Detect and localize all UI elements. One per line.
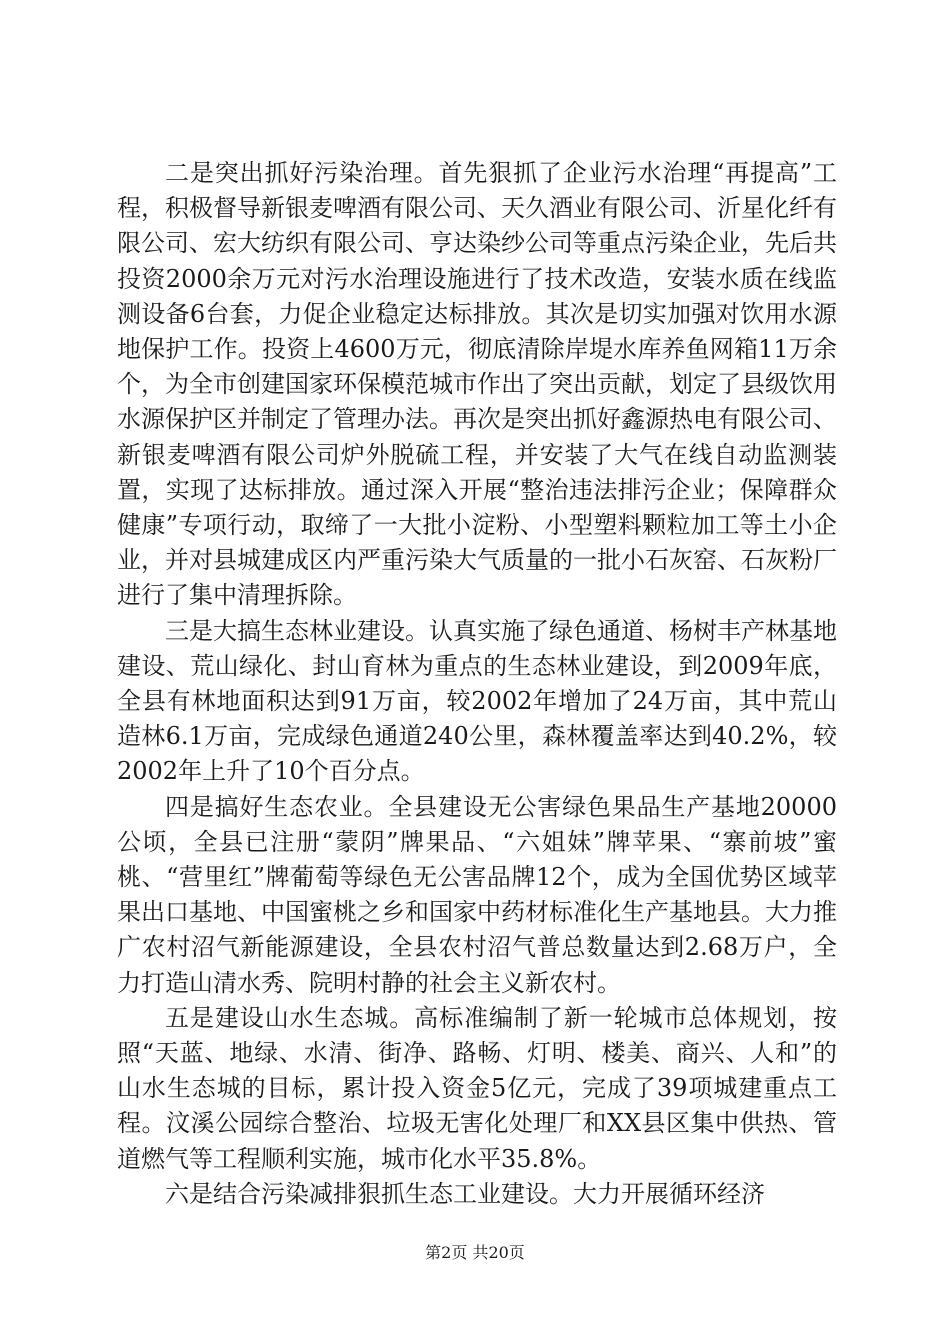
document-body (117, 156, 837, 1212)
paragraph-ecological-forestry: 三是大搞生态林业建设。认真实施了绿色通道、杨树丰产林基地建设、荒山绿化、封山育林为重点的生态林业建设，到2009年底，全县有林地面积达到91万亩，较2002年增加了24万亩，其中荒山造林6.1万亩，完成绿色通道240公里，森林覆盖率达到40.2%，较2002年上升了10个百分点。 (117, 616, 837, 786)
paragraph-eco-city: 五是建设山水生态城。高标准编制了新一轮城市总体规划，按照“天蓝、地绿、水清、街净、路畅、灯明、楼美、商兴、人和”的山水生态城的目标，累计投入资金5亿元，完成了39项城建重点工程。汶溪公园综合整治、垃圾无害化处理厂和XX县区集中供热、管道燃气等工程顺利实施，城市化水平35.8%。 (117, 1003, 837, 1173)
page-number-footer: 第2页 共20页 (425, 1243, 525, 1262)
paragraph-pollution-control: 二是突出抓好污染治理。首先狠抓了企业污水治理“再提高”工程，积极督导新银麦啤酒有限公司、天久酒业有限公司、沂星化纤有限公司、宏大纺织有限公司、亨达染纱公司等重点污染企业，先后共投资2000余万元对污水治理设施进行了技术改造，安装水质在线监测设备6台套，力促企业稳定达标排放。其次是切实加强对饮用水源地保护工作。投资上4600万元，彻底清除岸堤水库养鱼网箱11万余个，为全市创建国家环保模范城市作出了突出贡献，划定了县级饮用水源保护区并制定了管理办法。再次是突出抓好鑫源热电有限公司、新银麦啤酒有限公司炉外脱硫工程，并安装了大气在线自动监测装置，实现了达标排放。通过深入开展“整治违法排污企业；保障群众健康”专项行动，取缔了一大批小淀粉、小型塑料颗粒加工等土小企业，并对县城建成区内严重污染大气质量的一批小石灰窑、石灰粉厂进行了集中清理拆除。 (117, 159, 837, 610)
paragraph-eco-industry: 六是结合污染减排狠抓生态工业建设。大力开展循环经济 (165, 1179, 765, 1208)
paragraph-ecological-agriculture: 四是搞好生态农业。全县建设无公害绿色果品生产基地20000公顷，全县已注册“蒙阴”牌果品、“六姐妹”牌苹果、“寨前坡”蜜桃、“营里红”牌葡萄等绿色无公害品牌12个，成为全国优势区域苹果出口基地、中国蜜桃之乡和国家中药材标准化生产基地县。大力推广农村沼气新能源建设，全县农村沼气普总数量达到2.68万户，全力打造山清水秀、院明村静的社会主义新农村。 (117, 792, 837, 997)
